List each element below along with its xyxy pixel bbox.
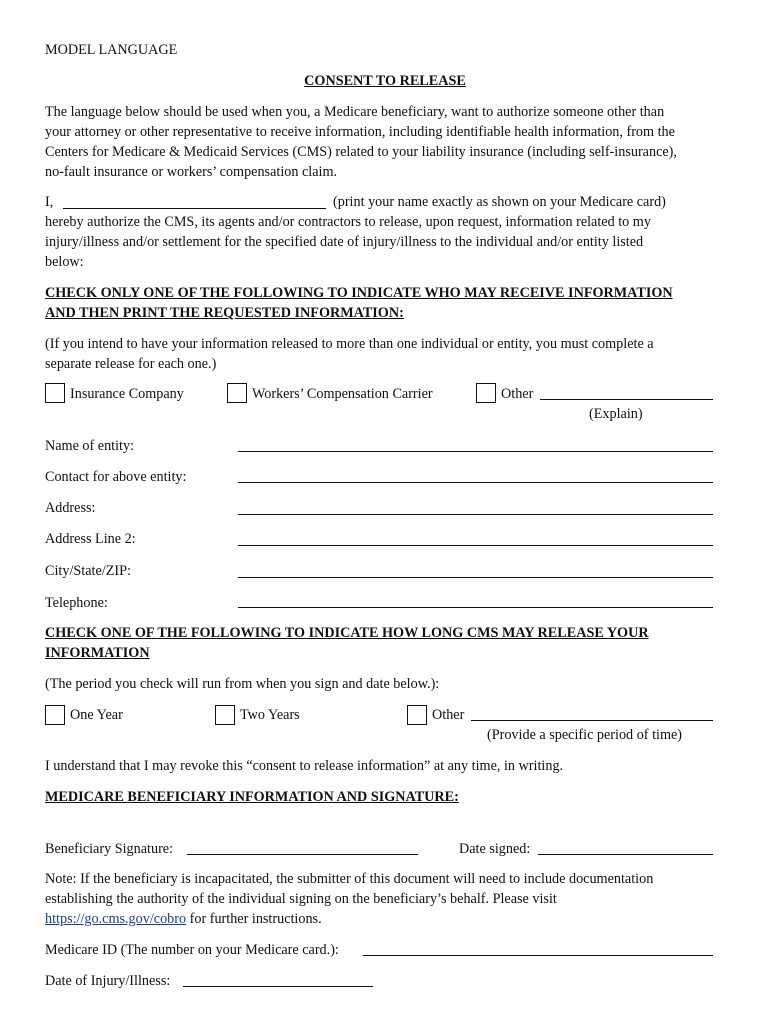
- address-line2-label: Address Line 2:: [45, 531, 136, 547]
- recipient-note-line: (If you intend to have your information released to more than one individual or entity, you must complete a: [45, 336, 654, 352]
- name-of-entity-label: Name of entity:: [45, 438, 135, 454]
- name-of-entity-field[interactable]: [238, 451, 713, 452]
- note-line: establishing the authority of the individual signing on the beneficiary’s behalf. Please visit: [45, 891, 557, 907]
- address-field[interactable]: [238, 514, 713, 515]
- intro-line: The language below should be used when you, a Medicare beneficiary, want to authorize someone other than: [45, 104, 665, 120]
- authorize-paragraph: [45, 212, 735, 272]
- incapacitated-note: [45, 869, 735, 929]
- one-year-label: One Year: [70, 707, 123, 723]
- recipient-heading-line: CHECK ONLY ONE OF THE FOLLOWING TO INDICATE WHO MAY RECEIVE INFORMATION: [45, 285, 673, 301]
- other-duration-checkbox[interactable]: [407, 705, 427, 725]
- other-recipient-checkbox[interactable]: [476, 383, 496, 403]
- duration-heading: [45, 623, 735, 663]
- authorize-prefix: I,: [45, 194, 54, 210]
- date-of-injury-label: Date of Injury/Illness:: [45, 973, 171, 989]
- cobro-link[interactable]: https://go.cms.gov/cobro: [45, 911, 187, 927]
- medicare-id-field[interactable]: [363, 955, 713, 956]
- note-line-3: [45, 909, 735, 929]
- intro-line: no-fault insurance or workers’ compensation claim.: [45, 164, 338, 180]
- date-signed-field[interactable]: [538, 854, 713, 855]
- other-recipient-label: Other: [501, 386, 534, 402]
- intro-paragraph: [45, 102, 735, 182]
- city-state-zip-field[interactable]: [238, 577, 713, 578]
- explain-hint: (Explain): [589, 406, 643, 422]
- intro-line: your attorney or other representative to receive information, including identifiable health information, from the: [45, 124, 675, 140]
- telephone-field[interactable]: [238, 607, 713, 608]
- insurance-company-label: Insurance Company: [70, 386, 184, 402]
- authorize-line: injury/illness and/or settlement for the specified date of injury/illness to the individual and/or entity listed: [45, 234, 644, 250]
- workers-comp-label: Workers’ Compensation Carrier: [252, 386, 433, 402]
- recipient-heading: [45, 283, 735, 323]
- recipient-heading-line: AND THEN PRINT THE REQUESTED INFORMATION:: [45, 305, 404, 321]
- beneficiary-signature-label: Beneficiary Signature:: [45, 841, 174, 857]
- recipient-note-line: separate release for each one.): [45, 356, 217, 372]
- date-signed-label: Date signed:: [459, 841, 531, 857]
- note-suffix: for further instructions.: [186, 911, 322, 927]
- authorize-line: hereby authorize the CMS, its agents and/or contractors to release, upon request, information related to my: [45, 214, 651, 230]
- form-title: CONSENT TO RELEASE: [304, 73, 466, 89]
- two-years-checkbox[interactable]: [215, 705, 235, 725]
- duration-heading-line: CHECK ONE OF THE FOLLOWING TO INDICATE HOW LONG CMS MAY RELEASE YOUR: [45, 625, 649, 641]
- telephone-label: Telephone:: [45, 595, 108, 611]
- medicare-id-label: Medicare ID (The number on your Medicare card.):: [45, 942, 339, 958]
- date-of-injury-field[interactable]: [183, 986, 373, 987]
- address-line2-field[interactable]: [238, 545, 713, 546]
- recipient-note: [45, 334, 735, 374]
- model-language-label: MODEL LANGUAGE: [45, 42, 178, 58]
- duration-heading-line: INFORMATION: [45, 645, 150, 661]
- note-line: Note: If the beneficiary is incapacitated, the submitter of this document will need to include documentation: [45, 871, 654, 887]
- name-hint: (print your name exactly as shown on your Medicare card): [333, 194, 666, 210]
- other-duration-label: Other: [432, 707, 465, 723]
- address-label: Address:: [45, 500, 96, 516]
- contact-entity-field[interactable]: [238, 482, 713, 483]
- workers-comp-checkbox[interactable]: [227, 383, 247, 403]
- period-hint: (Provide a specific period of time): [487, 727, 683, 743]
- authorize-line: below:: [45, 254, 84, 270]
- contact-entity-label: Contact for above entity:: [45, 469, 187, 485]
- city-state-zip-label: City/State/ZIP:: [45, 563, 131, 579]
- beneficiary-signature-field[interactable]: [187, 854, 418, 855]
- two-years-label: Two Years: [240, 707, 300, 723]
- duration-note: (The period you check will run from when you sign and date below.):: [45, 676, 440, 692]
- beneficiary-name-field[interactable]: [63, 208, 326, 209]
- intro-line: Centers for Medicare & Medicaid Services (CMS) related to your liability insurance (including self-insurance),: [45, 144, 677, 160]
- other-duration-field[interactable]: [471, 720, 713, 721]
- insurance-company-checkbox[interactable]: [45, 383, 65, 403]
- signature-heading: MEDICARE BENEFICIARY INFORMATION AND SIGNATURE:: [45, 789, 459, 805]
- one-year-checkbox[interactable]: [45, 705, 65, 725]
- other-recipient-explain-field[interactable]: [540, 399, 713, 400]
- revoke-statement: I understand that I may revoke this “consent to release information” at any time, in writing.: [45, 758, 564, 774]
